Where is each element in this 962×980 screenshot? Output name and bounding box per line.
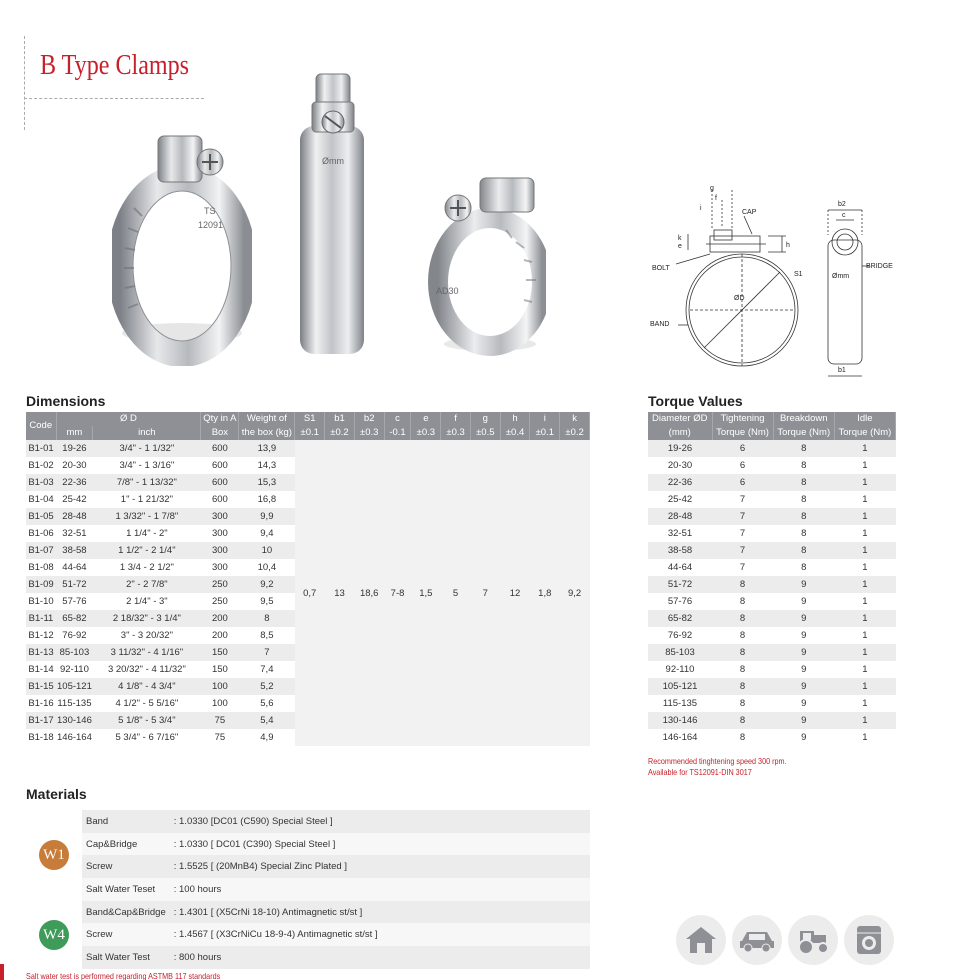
cell-common-i: 1,8	[530, 440, 560, 746]
cell-inch: 2" - 2 7/8"	[93, 576, 201, 593]
cell-code: B1-06	[26, 525, 56, 542]
cell-idle: 1	[834, 712, 895, 729]
th-mm: mm	[56, 426, 93, 440]
cell-common-c: 7-8	[384, 440, 411, 746]
cell-inch: 4 1/2" - 5 5/16"	[93, 695, 201, 712]
table-row	[648, 457, 896, 474]
cell-breakdown: 9	[773, 610, 834, 627]
table-row	[648, 491, 896, 508]
cell-weight: 9,9	[239, 508, 295, 525]
th-b2-tol: ±0.3	[354, 426, 384, 440]
dimensions-heading: Dimensions	[26, 393, 106, 409]
cell-inch: 1 1/2" - 2 1/4"	[93, 542, 201, 559]
list-item	[26, 878, 590, 901]
cell-common-h: 12	[500, 440, 530, 746]
diagram-label-b2: b2	[838, 201, 846, 208]
cell-idle: 1	[834, 542, 895, 559]
clamp-mark-size: Ømm	[322, 156, 344, 166]
cell-tightening: 8	[712, 661, 773, 678]
cell-diameter: 38-58	[648, 542, 712, 559]
material-grade-w1-badge: W1	[39, 840, 69, 870]
materials-table	[26, 810, 590, 969]
th-s1-tol: ±0.1	[295, 426, 325, 440]
cell-tightening: 8	[712, 695, 773, 712]
cell-idle: 1	[834, 661, 895, 678]
table-row	[648, 644, 896, 661]
cell-tightening: 7	[712, 508, 773, 525]
table-row	[648, 678, 896, 695]
cell-inch: 3 11/32" - 4 1/16"	[93, 644, 201, 661]
th-od: Ø D	[56, 412, 201, 426]
table-row	[648, 508, 896, 525]
cell-inch: 3/4" - 1 1/32"	[93, 440, 201, 457]
cell-inch: 2 18/32" - 3 1/4"	[93, 610, 201, 627]
cell-breakdown: 8	[773, 491, 834, 508]
list-item	[26, 923, 590, 946]
cell-breakdown: 8	[773, 474, 834, 491]
cell-inch: 3" - 3 20/32"	[93, 627, 201, 644]
table-row	[648, 559, 896, 576]
diagram-label-bridge: BRIDGE	[866, 263, 893, 270]
diagram-label-band: BAND	[650, 321, 670, 328]
cell-common-k: 9,2	[560, 440, 590, 746]
cell-idle: 1	[834, 440, 895, 457]
cell-idle: 1	[834, 627, 895, 644]
cell-qty: 250	[201, 593, 239, 610]
cell-code: B1-05	[26, 508, 56, 525]
diagram-label-c: c	[842, 212, 846, 219]
clamp-photo-small	[428, 172, 546, 362]
cell-breakdown: 9	[773, 644, 834, 661]
cell-weight: 13,9	[239, 440, 295, 457]
cell-idle: 1	[834, 491, 895, 508]
list-item	[26, 810, 590, 833]
cell-weight: 9,4	[239, 525, 295, 542]
cell-mm: 65-82	[56, 610, 93, 627]
cell-idle: 1	[834, 474, 895, 491]
table-row	[648, 729, 896, 746]
diagram-label-b1: b1	[838, 367, 846, 374]
table-row	[648, 525, 896, 542]
cell-mm: 57-76	[56, 593, 93, 610]
clamp-photo-large	[112, 118, 252, 366]
cell-diameter: 57-76	[648, 593, 712, 610]
cell-qty: 200	[201, 627, 239, 644]
cell-common-b1: 13	[325, 440, 355, 746]
cell-breakdown: 9	[773, 712, 834, 729]
cell-qty: 150	[201, 644, 239, 661]
cell-tightening: 8	[712, 729, 773, 746]
cell-qty: 300	[201, 525, 239, 542]
cell-tightening: 7	[712, 525, 773, 542]
diagram-label-e: e	[678, 243, 682, 250]
cell-qty: 300	[201, 559, 239, 576]
cell-code: B1-07	[26, 542, 56, 559]
materials-heading: Materials	[26, 786, 87, 802]
cell-inch: 3 20/32" - 4 11/32"	[93, 661, 201, 678]
cell-diameter: 19-26	[648, 440, 712, 457]
cell-qty: 300	[201, 508, 239, 525]
cell-qty: 600	[201, 457, 239, 474]
cell-weight: 7,4	[239, 661, 295, 678]
cell-weight: 10,4	[239, 559, 295, 576]
material-label: Salt Water Test	[82, 946, 170, 969]
th-diameter: Diameter ØD	[648, 412, 712, 426]
cell-qty: 75	[201, 729, 239, 746]
materials-table-body	[26, 810, 590, 969]
th-qty-box: Box	[201, 426, 239, 440]
th-f: f	[441, 412, 471, 426]
cell-mm: 28-48	[56, 508, 93, 525]
cell-diameter: 22-36	[648, 474, 712, 491]
cell-qty: 600	[201, 491, 239, 508]
th-b1: b1	[325, 412, 355, 426]
cell-weight: 16,8	[239, 491, 295, 508]
material-value: : 1.0330 [DC01 (C590) Special Steel ]	[170, 810, 590, 833]
cell-code: B1-15	[26, 678, 56, 695]
cell-diameter: 85-103	[648, 644, 712, 661]
th-s1: S1	[295, 412, 325, 426]
diagram-label-h: h	[786, 242, 790, 249]
cell-inch: 1" - 1 21/32"	[93, 491, 201, 508]
cell-idle: 1	[834, 610, 895, 627]
cell-mm: 44-64	[56, 559, 93, 576]
cell-tightening: 6	[712, 457, 773, 474]
cell-breakdown: 9	[773, 627, 834, 644]
cell-inch: 1 3/32" - 1 7/8"	[93, 508, 201, 525]
cell-idle: 1	[834, 678, 895, 695]
cell-qty: 150	[201, 661, 239, 678]
clamp-photo-side	[292, 66, 372, 358]
cell-idle: 1	[834, 508, 895, 525]
cell-diameter: 25-42	[648, 491, 712, 508]
th-c: c	[384, 412, 411, 426]
th-c-tol: -0.1	[384, 426, 411, 440]
cell-tightening: 7	[712, 491, 773, 508]
cell-weight: 5,4	[239, 712, 295, 729]
cell-weight: 5,6	[239, 695, 295, 712]
cell-inch: 2 1/4" - 3"	[93, 593, 201, 610]
th-b1-tol: ±0.2	[325, 426, 355, 440]
cell-diameter: 146-164	[648, 729, 712, 746]
cell-inch: 5 1/8" - 5 3/4"	[93, 712, 201, 729]
th-f-tol: ±0.3	[441, 426, 471, 440]
cell-common-e: 1,5	[411, 440, 441, 746]
cell-code: B1-09	[26, 576, 56, 593]
cell-diameter: 76-92	[648, 627, 712, 644]
torque-note-speed: Recommended tinghtening speed 300 rpm.	[648, 756, 787, 766]
cell-qty: 100	[201, 678, 239, 695]
cell-weight: 4,9	[239, 729, 295, 746]
cell-mm: 32-51	[56, 525, 93, 542]
material-label: Cap&Bridge	[82, 833, 170, 856]
cell-code: B1-12	[26, 627, 56, 644]
material-value: : 1.0330 [ DC01 (C390) Special Steel ]	[170, 833, 590, 856]
cell-inch: 1 3/4 - 2 1/2"	[93, 559, 201, 576]
cell-mm: 19-26	[56, 440, 93, 457]
th-diameter-unit: (mm)	[648, 426, 712, 440]
diagram-label-k: k	[678, 235, 682, 242]
clamp-mark-standard: 12091	[198, 220, 224, 230]
cell-tightening: 6	[712, 474, 773, 491]
cell-code: B1-16	[26, 695, 56, 712]
cell-qty: 600	[201, 440, 239, 457]
cell-tightening: 7	[712, 542, 773, 559]
cell-diameter: 28-48	[648, 508, 712, 525]
cell-qty: 75	[201, 712, 239, 729]
cell-weight: 9,5	[239, 593, 295, 610]
cell-code: B1-04	[26, 491, 56, 508]
torque-note-standard: Available for TS12091-DIN 3017	[648, 767, 752, 777]
cell-common-b2: 18,6	[354, 440, 384, 746]
table-row	[648, 610, 896, 627]
diagram-label-od: ØD	[734, 295, 745, 302]
cell-breakdown: 9	[773, 661, 834, 678]
th-e: e	[411, 412, 441, 426]
cell-diameter: 20-30	[648, 457, 712, 474]
cell-code: B1-10	[26, 593, 56, 610]
th-g-tol: ±0.5	[470, 426, 500, 440]
cell-mm: 146-164	[56, 729, 93, 746]
cell-diameter: 130-146	[648, 712, 712, 729]
cell-code: B1-13	[26, 644, 56, 661]
cell-mm: 51-72	[56, 576, 93, 593]
th-b2: b2	[354, 412, 384, 426]
th-i: i	[530, 412, 560, 426]
torque-heading: Torque Values	[648, 393, 743, 409]
cell-weight: 8,5	[239, 627, 295, 644]
list-item	[26, 855, 590, 878]
cell-breakdown: 8	[773, 508, 834, 525]
cell-mm: 105-121	[56, 678, 93, 695]
cell-idle: 1	[834, 644, 895, 661]
cell-tightening: 8	[712, 627, 773, 644]
table-row	[648, 576, 896, 593]
cell-diameter: 92-110	[648, 661, 712, 678]
th-h-tol: ±0.4	[500, 426, 530, 440]
cell-diameter: 44-64	[648, 559, 712, 576]
cell-qty: 200	[201, 610, 239, 627]
table-row	[648, 440, 896, 457]
cell-idle: 1	[834, 729, 895, 746]
th-tightening-unit: Torque (Nm)	[712, 426, 773, 440]
th-i-tol: ±0.1	[530, 426, 560, 440]
material-label: Salt Water Teset	[82, 878, 170, 901]
th-idle-unit: Torque (Nm)	[834, 426, 895, 440]
cell-qty: 250	[201, 576, 239, 593]
cell-inch: 1 1/4" - 2"	[93, 525, 201, 542]
material-badge-cell	[26, 810, 82, 901]
clamp-mark-range: AD30	[436, 286, 459, 296]
diagram-label-bolt: BOLT	[652, 265, 670, 272]
cell-breakdown: 9	[773, 593, 834, 610]
cell-qty: 100	[201, 695, 239, 712]
th-weight-unit: the box (kg)	[239, 426, 295, 440]
decor-horizontal-line	[24, 98, 204, 99]
washing-machine-icon	[844, 915, 894, 965]
cell-tightening: 8	[712, 644, 773, 661]
th-k: k	[560, 412, 590, 426]
material-value: : 800 hours	[170, 946, 590, 969]
cell-idle: 1	[834, 593, 895, 610]
cell-inch: 4 1/8" - 4 3/4"	[93, 678, 201, 695]
cell-idle: 1	[834, 695, 895, 712]
cell-diameter: 115-135	[648, 695, 712, 712]
material-value: : 1.4567 [ (X3CrNiCu 18-9-4) Antimagnetic st/st ]	[170, 923, 590, 946]
cell-qty: 300	[201, 542, 239, 559]
cell-breakdown: 8	[773, 559, 834, 576]
cell-tightening: 7	[712, 559, 773, 576]
diagram-label-omm: Ømm	[832, 273, 850, 280]
cell-code: B1-11	[26, 610, 56, 627]
cell-idle: 1	[834, 576, 895, 593]
cell-common-s1: 0,7	[295, 440, 325, 746]
material-grade-w4-badge: W4	[39, 920, 69, 950]
torque-table-body	[648, 440, 896, 746]
list-item	[26, 901, 590, 924]
cell-breakdown: 8	[773, 457, 834, 474]
cell-inch: 5 3/4" - 6 7/16"	[93, 729, 201, 746]
cell-breakdown: 9	[773, 729, 834, 746]
diagram-label-s1: S1	[794, 271, 803, 278]
table-row	[648, 593, 896, 610]
cell-inch: 7/8" - 1 13/32"	[93, 474, 201, 491]
material-label: Band	[82, 810, 170, 833]
table-row	[26, 440, 590, 457]
th-code: Code	[26, 412, 56, 440]
cell-common-f: 5	[441, 440, 471, 746]
cell-breakdown: 8	[773, 440, 834, 457]
th-qty: Qty in A	[201, 412, 239, 426]
cell-weight: 8	[239, 610, 295, 627]
cell-weight: 7	[239, 644, 295, 661]
material-badge-cell	[26, 901, 82, 969]
cell-weight: 15,3	[239, 474, 295, 491]
cell-code: B1-02	[26, 457, 56, 474]
cell-tightening: 6	[712, 440, 773, 457]
cell-weight: 9,2	[239, 576, 295, 593]
th-h: h	[500, 412, 530, 426]
cell-tightening: 8	[712, 712, 773, 729]
tractor-icon	[788, 915, 838, 965]
cell-mm: 22-36	[56, 474, 93, 491]
cell-diameter: 32-51	[648, 525, 712, 542]
cell-tightening: 8	[712, 576, 773, 593]
cell-breakdown: 9	[773, 576, 834, 593]
cell-mm: 76-92	[56, 627, 93, 644]
diagram-label-g: g	[710, 185, 714, 192]
cell-code: B1-18	[26, 729, 56, 746]
cell-tightening: 8	[712, 678, 773, 695]
material-value: : 1.5525 [ (20MnB4) Special Zinc Plated ]	[170, 855, 590, 878]
th-g: g	[470, 412, 500, 426]
cell-breakdown: 8	[773, 525, 834, 542]
cell-mm: 130-146	[56, 712, 93, 729]
th-breakdown-unit: Torque (Nm)	[773, 426, 834, 440]
material-value: : 100 hours	[170, 878, 590, 901]
cell-weight: 5,2	[239, 678, 295, 695]
decor-red-bar	[0, 964, 4, 980]
th-idle: Idle	[834, 412, 895, 426]
clamp-mark-ts: TS	[204, 206, 216, 216]
cell-weight: 14,3	[239, 457, 295, 474]
list-item	[26, 833, 590, 856]
decor-vertical-line	[24, 36, 25, 130]
car-icon	[732, 915, 782, 965]
th-weight: Weight of	[239, 412, 295, 426]
cell-code: B1-03	[26, 474, 56, 491]
table-row	[648, 542, 896, 559]
th-inch: inch	[93, 426, 201, 440]
torque-table	[648, 412, 896, 746]
house-icon	[676, 915, 726, 965]
table-row	[648, 712, 896, 729]
material-label: Band&Cap&Bridge	[82, 901, 170, 924]
cell-idle: 1	[834, 559, 895, 576]
cell-tightening: 8	[712, 593, 773, 610]
list-item	[26, 946, 590, 969]
table-row	[648, 661, 896, 678]
th-e-tol: ±0.3	[411, 426, 441, 440]
cell-common-g: 7	[470, 440, 500, 746]
cell-breakdown: 8	[773, 542, 834, 559]
cell-breakdown: 9	[773, 678, 834, 695]
cell-inch: 3/4" - 1 3/16"	[93, 457, 201, 474]
cell-code: B1-08	[26, 559, 56, 576]
cell-code: B1-01	[26, 440, 56, 457]
material-label: Screw	[82, 923, 170, 946]
cell-qty: 600	[201, 474, 239, 491]
salt-water-footnote: Salt water test is performed regarding ASTMB 117 standards	[26, 971, 221, 980]
cell-mm: 25-42	[56, 491, 93, 508]
dimensions-table-body	[26, 440, 590, 746]
cell-diameter: 65-82	[648, 610, 712, 627]
diagram-label-f: f	[715, 195, 717, 202]
table-row	[648, 695, 896, 712]
diagram-label-i: i	[700, 205, 702, 212]
th-k-tol: ±0.2	[560, 426, 590, 440]
cell-diameter: 51-72	[648, 576, 712, 593]
dimensions-table	[26, 412, 590, 746]
table-row	[648, 474, 896, 491]
th-breakdown: Breakdown	[773, 412, 834, 426]
cell-diameter: 105-121	[648, 678, 712, 695]
cell-mm: 20-30	[56, 457, 93, 474]
cell-breakdown: 9	[773, 695, 834, 712]
cell-tightening: 8	[712, 610, 773, 627]
material-value: : 1.4301 [ (X5CrNi 18-10) Antimagnetic st/st ]	[170, 901, 590, 924]
cell-idle: 1	[834, 525, 895, 542]
material-label: Screw	[82, 855, 170, 878]
cell-mm: 115-135	[56, 695, 93, 712]
page-title: B Type Clamps	[40, 50, 190, 81]
diagram-label-cap: CAP	[742, 209, 757, 216]
cell-mm: 38-58	[56, 542, 93, 559]
cell-mm: 85-103	[56, 644, 93, 661]
table-row	[648, 627, 896, 644]
cell-weight: 10	[239, 542, 295, 559]
th-tightening: Tightening	[712, 412, 773, 426]
cell-idle: 1	[834, 457, 895, 474]
cell-code: B1-17	[26, 712, 56, 729]
cell-mm: 92-110	[56, 661, 93, 678]
clamp-technical-diagram	[648, 180, 898, 380]
cell-code: B1-14	[26, 661, 56, 678]
